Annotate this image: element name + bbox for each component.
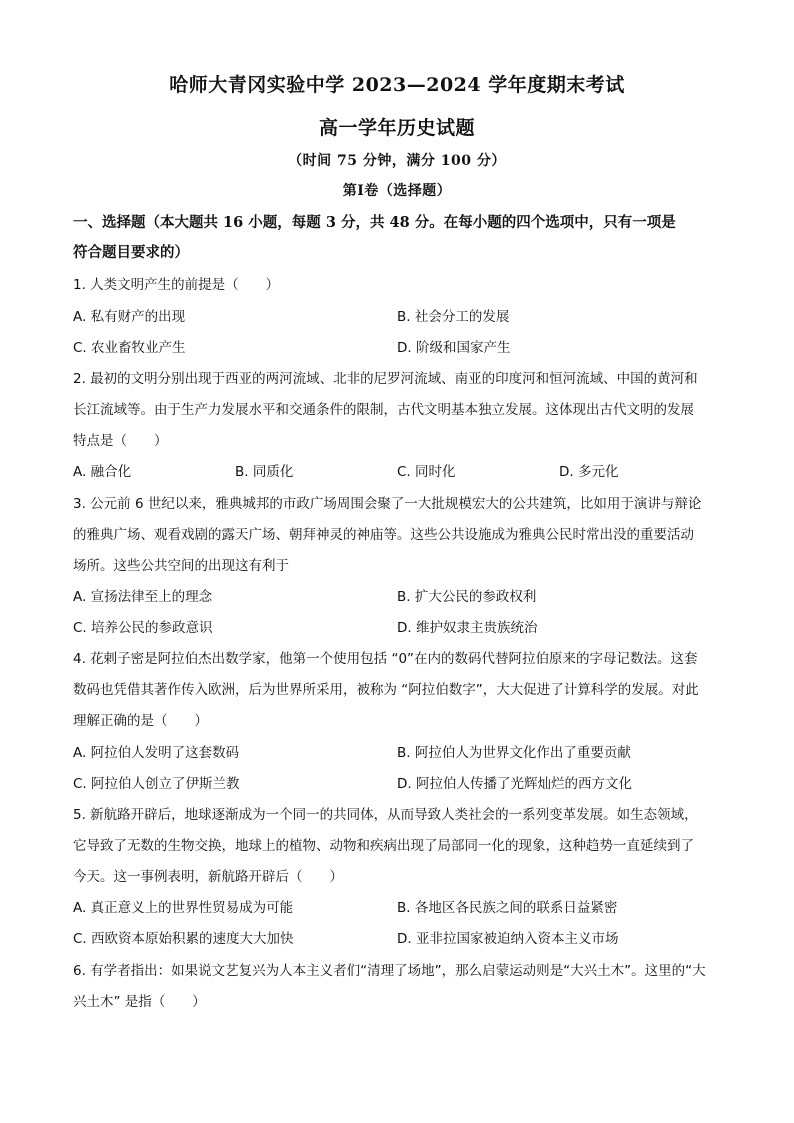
question-2-option-d: D. 多元化 [559, 464, 619, 480]
question-3-option-a: A. 宣扬法律至上的理念 [73, 589, 213, 605]
question-3-option-c: C. 培养公民的参政意识 [73, 620, 213, 636]
question-4-stem-line-1: 4. 花剌子密是阿拉伯杰出数学家，他第一个使用包括 “0”在内的数码代替阿拉伯原来的字母记数法。这套 [73, 651, 698, 667]
question-3-stem-line-3: 场所。这些公共空间的出现这有利于 [73, 558, 289, 574]
question-1-option-a: A. 私有财产的出现 [73, 309, 186, 325]
question-3-option-b: B. 扩大公民的参政权利 [397, 589, 537, 605]
question-5-stem-line-1: 5. 新航路开辟后，地球逐渐成为一个同一的共同体，从而导致人类社会的一系列变革发展。如生态领域， [73, 807, 698, 823]
question-4-stem-line-2: 数码也凭借其著作传入欧洲，后为世界所采用，被称为 “阿拉伯数字”，大大促进了计算科学的发展。对此 [73, 682, 699, 698]
question-2-option-a: A. 融合化 [73, 464, 132, 480]
exam-subtitle: 高一学年历史试题 [318, 117, 475, 139]
question-2-stem-line-2: 长江流域等。由于生产力发展水平和交通条件的限制，古代文明基本独立发展。这体现出古代文明的发展 [73, 402, 694, 418]
question-2-option-c: C. 同时化 [397, 464, 456, 480]
question-6-stem-line-1: 6. 有学者指出：如果说文艺复兴为人本主义者们“清理了场地”，那么启蒙运动则是“大兴土木”。这里的“大 [73, 963, 706, 979]
question-1-stem: 1. 人类文明产生的前提是（ ） [73, 277, 280, 293]
question-5-option-a: A. 真正意义上的世界性贸易成为可能 [73, 900, 294, 916]
question-4-option-b: B. 阿拉伯人为世界文化作出了重要贡献 [397, 745, 631, 761]
section-heading-line-1: 一、选择题（本大题共 16 小题，每题 3 分，共 48 分。在每小题的四个选项中，只有一项是 [73, 214, 676, 231]
question-4-stem-line-3: 理解正确的是（ ） [73, 713, 208, 729]
question-4-option-d: D. 阿拉伯人传播了光辉灿烂的西方文化 [397, 776, 632, 792]
volume-heading: 第Ⅰ卷（选择题） [342, 183, 452, 199]
time-note: （时间 75 分钟，满分 100 分） [288, 153, 506, 169]
question-3-stem-line-1: 3. 公元前 6 世纪以来，雅典城邦的市政广场周围会聚了一大批规模宏大的公共建筑，比如用于演讲与辩论 [73, 496, 702, 512]
question-5-stem-line-3: 今天。这一事例表明，新航路开辟后（ ） [73, 869, 343, 885]
question-6-stem-line-2: 兴土木” 是指（ ） [73, 994, 206, 1010]
question-1-option-d: D. 阶级和国家产生 [397, 340, 511, 356]
question-4-option-a: A. 阿拉伯人发明了这套数码 [73, 745, 240, 761]
question-2-option-b: B. 同质化 [235, 464, 294, 480]
question-2-stem-line-1: 2. 最初的文明分别出现于西亚的两河流域、北非的尼罗河流域、南亚的印度河和恒河流域、中国的黄河和 [73, 371, 698, 387]
question-2-stem-line-3: 特点是（ ） [73, 433, 168, 449]
question-3-stem-line-2: 的雅典广场、观看戏剧的露天广场、朝拜神灵的神庙等。这些公共设施成为雅典公民时常出没的重要活动 [73, 527, 694, 543]
question-5-option-b: B. 各地区各民族之间的联系日益紧密 [397, 900, 618, 916]
question-5-option-d: D. 亚非拉国家被迫纳入资本主义市场 [397, 931, 619, 947]
exam-title: 哈师大青冈实验中学 2023—2024 学年度期末考试 [169, 74, 625, 96]
question-1-option-b: B. 社会分工的发展 [397, 309, 510, 325]
question-5-option-c: C. 西欧资本原始积累的速度大大加快 [73, 931, 294, 947]
question-1-option-c: C. 农业畜牧业产生 [73, 340, 186, 356]
question-5-stem-line-2: 它导致了无数的生物交换，地球上的植物、动物和疾病出现了局部同一化的现象，这种趋势一直延续到了 [73, 838, 694, 854]
question-4-option-c: C. 阿拉伯人创立了伊斯兰教 [73, 776, 240, 792]
question-3-option-d: D. 维护奴隶主贵族统治 [397, 620, 538, 636]
section-heading-line-2: 符合题目要求的） [73, 244, 189, 261]
